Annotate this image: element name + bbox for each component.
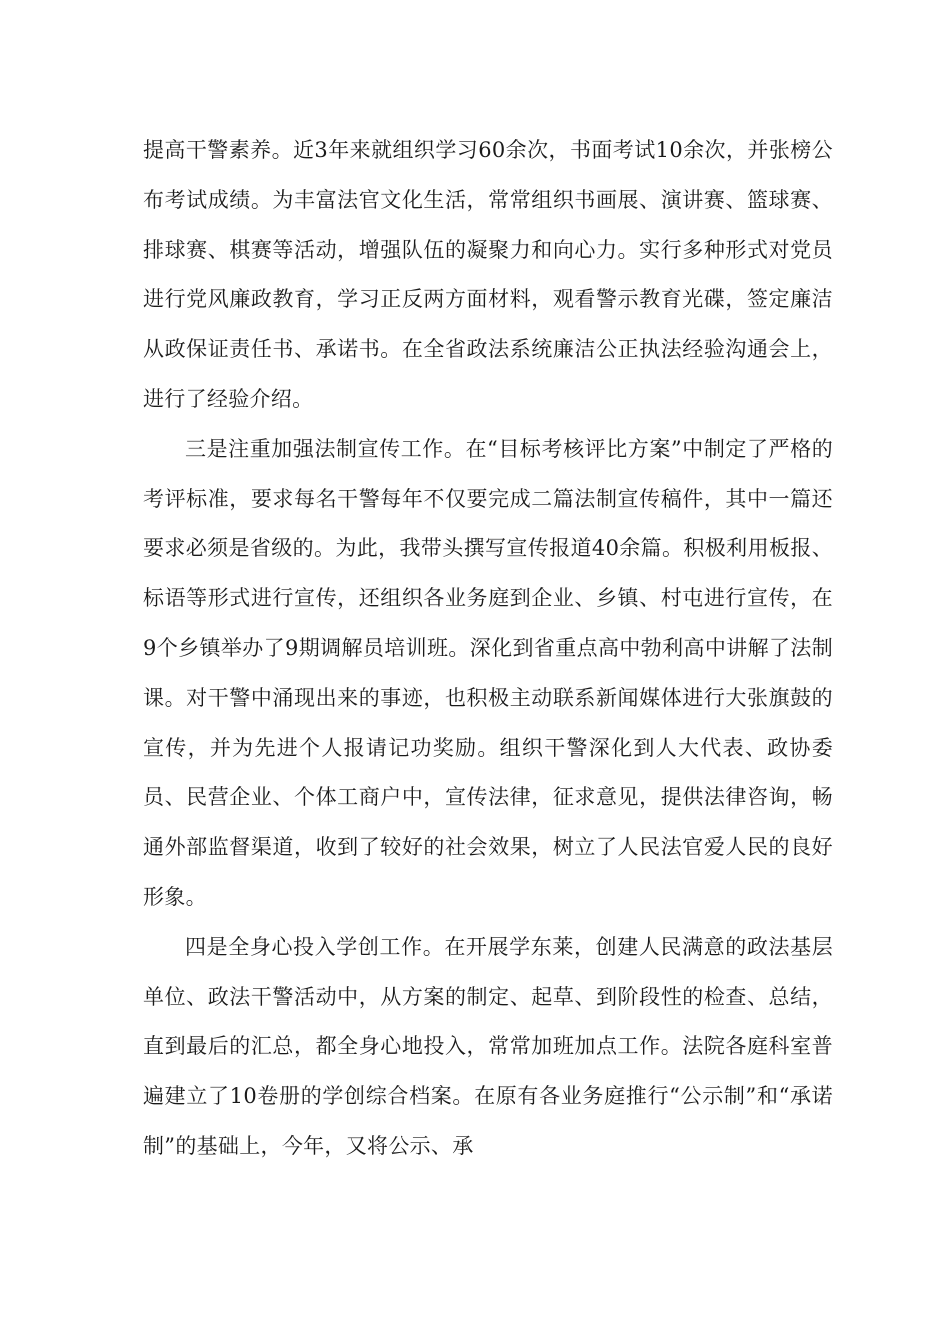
paragraph-1: 提高干警素养。近3年来就组织学习60余次，书面考试10余次，并张榜公布考试成绩。为丰富法官文化生活，常常组织书画展、演讲赛、篮球赛、排球赛、棋赛等活动，增强队伍的凝聚力和向心力。实行多种形式对党员进行党风廉政教育，学习正反两方面材料，观看警示教育光碟，签定廉洁从政保证责任书、承诺书。在全省政法系统廉洁公正执法经验沟通会上，进行了经验介绍。	[143, 138, 833, 411]
document-body	[143, 126, 833, 1172]
paragraph-2: 三是注重加强法制宣传工作。在“目标考核评比方案”中制定了严格的考评标准，要求每名干警每年不仅要完成二篇法制宣传稿件，其中一篇还要求必须是省级的。为此，我带头撰写宣传报道40余篇。积极利用板报、标语等形式进行宣传，还组织各业务庭到企业、乡镇、村屯进行宣传，在9个乡镇举办了9期调解员培训班。深化到省重点高中勃利高中讲解了法制课。对干警中涌现出来的事迹，也积极主动联系新闻媒体进行大张旗鼓的宣传，并为先进个人报请记功奖励。组织干警深化到人大代表、政协委员、民营企业、个体工商户中，宣传法律，征求意见，提供法律咨询，畅通外部监督渠道，收到了较好的社会效果，树立了人民法官爱人民的良好形象。	[143, 436, 833, 909]
paragraph-3: 四是全身心投入学创工作。在开展学东莱，创建人民满意的政法基层单位、政法干警活动中，从方案的制定、起草、到阶段性的检查、总结，直到最后的汇总，都全身心地投入，常常加班加点工作。法院各庭科室普遍建立了10卷册的学创综合档案。在原有各业务庭推行“公示制”和“承诺制”的基础上，今年，又将公示、承	[143, 934, 833, 1158]
